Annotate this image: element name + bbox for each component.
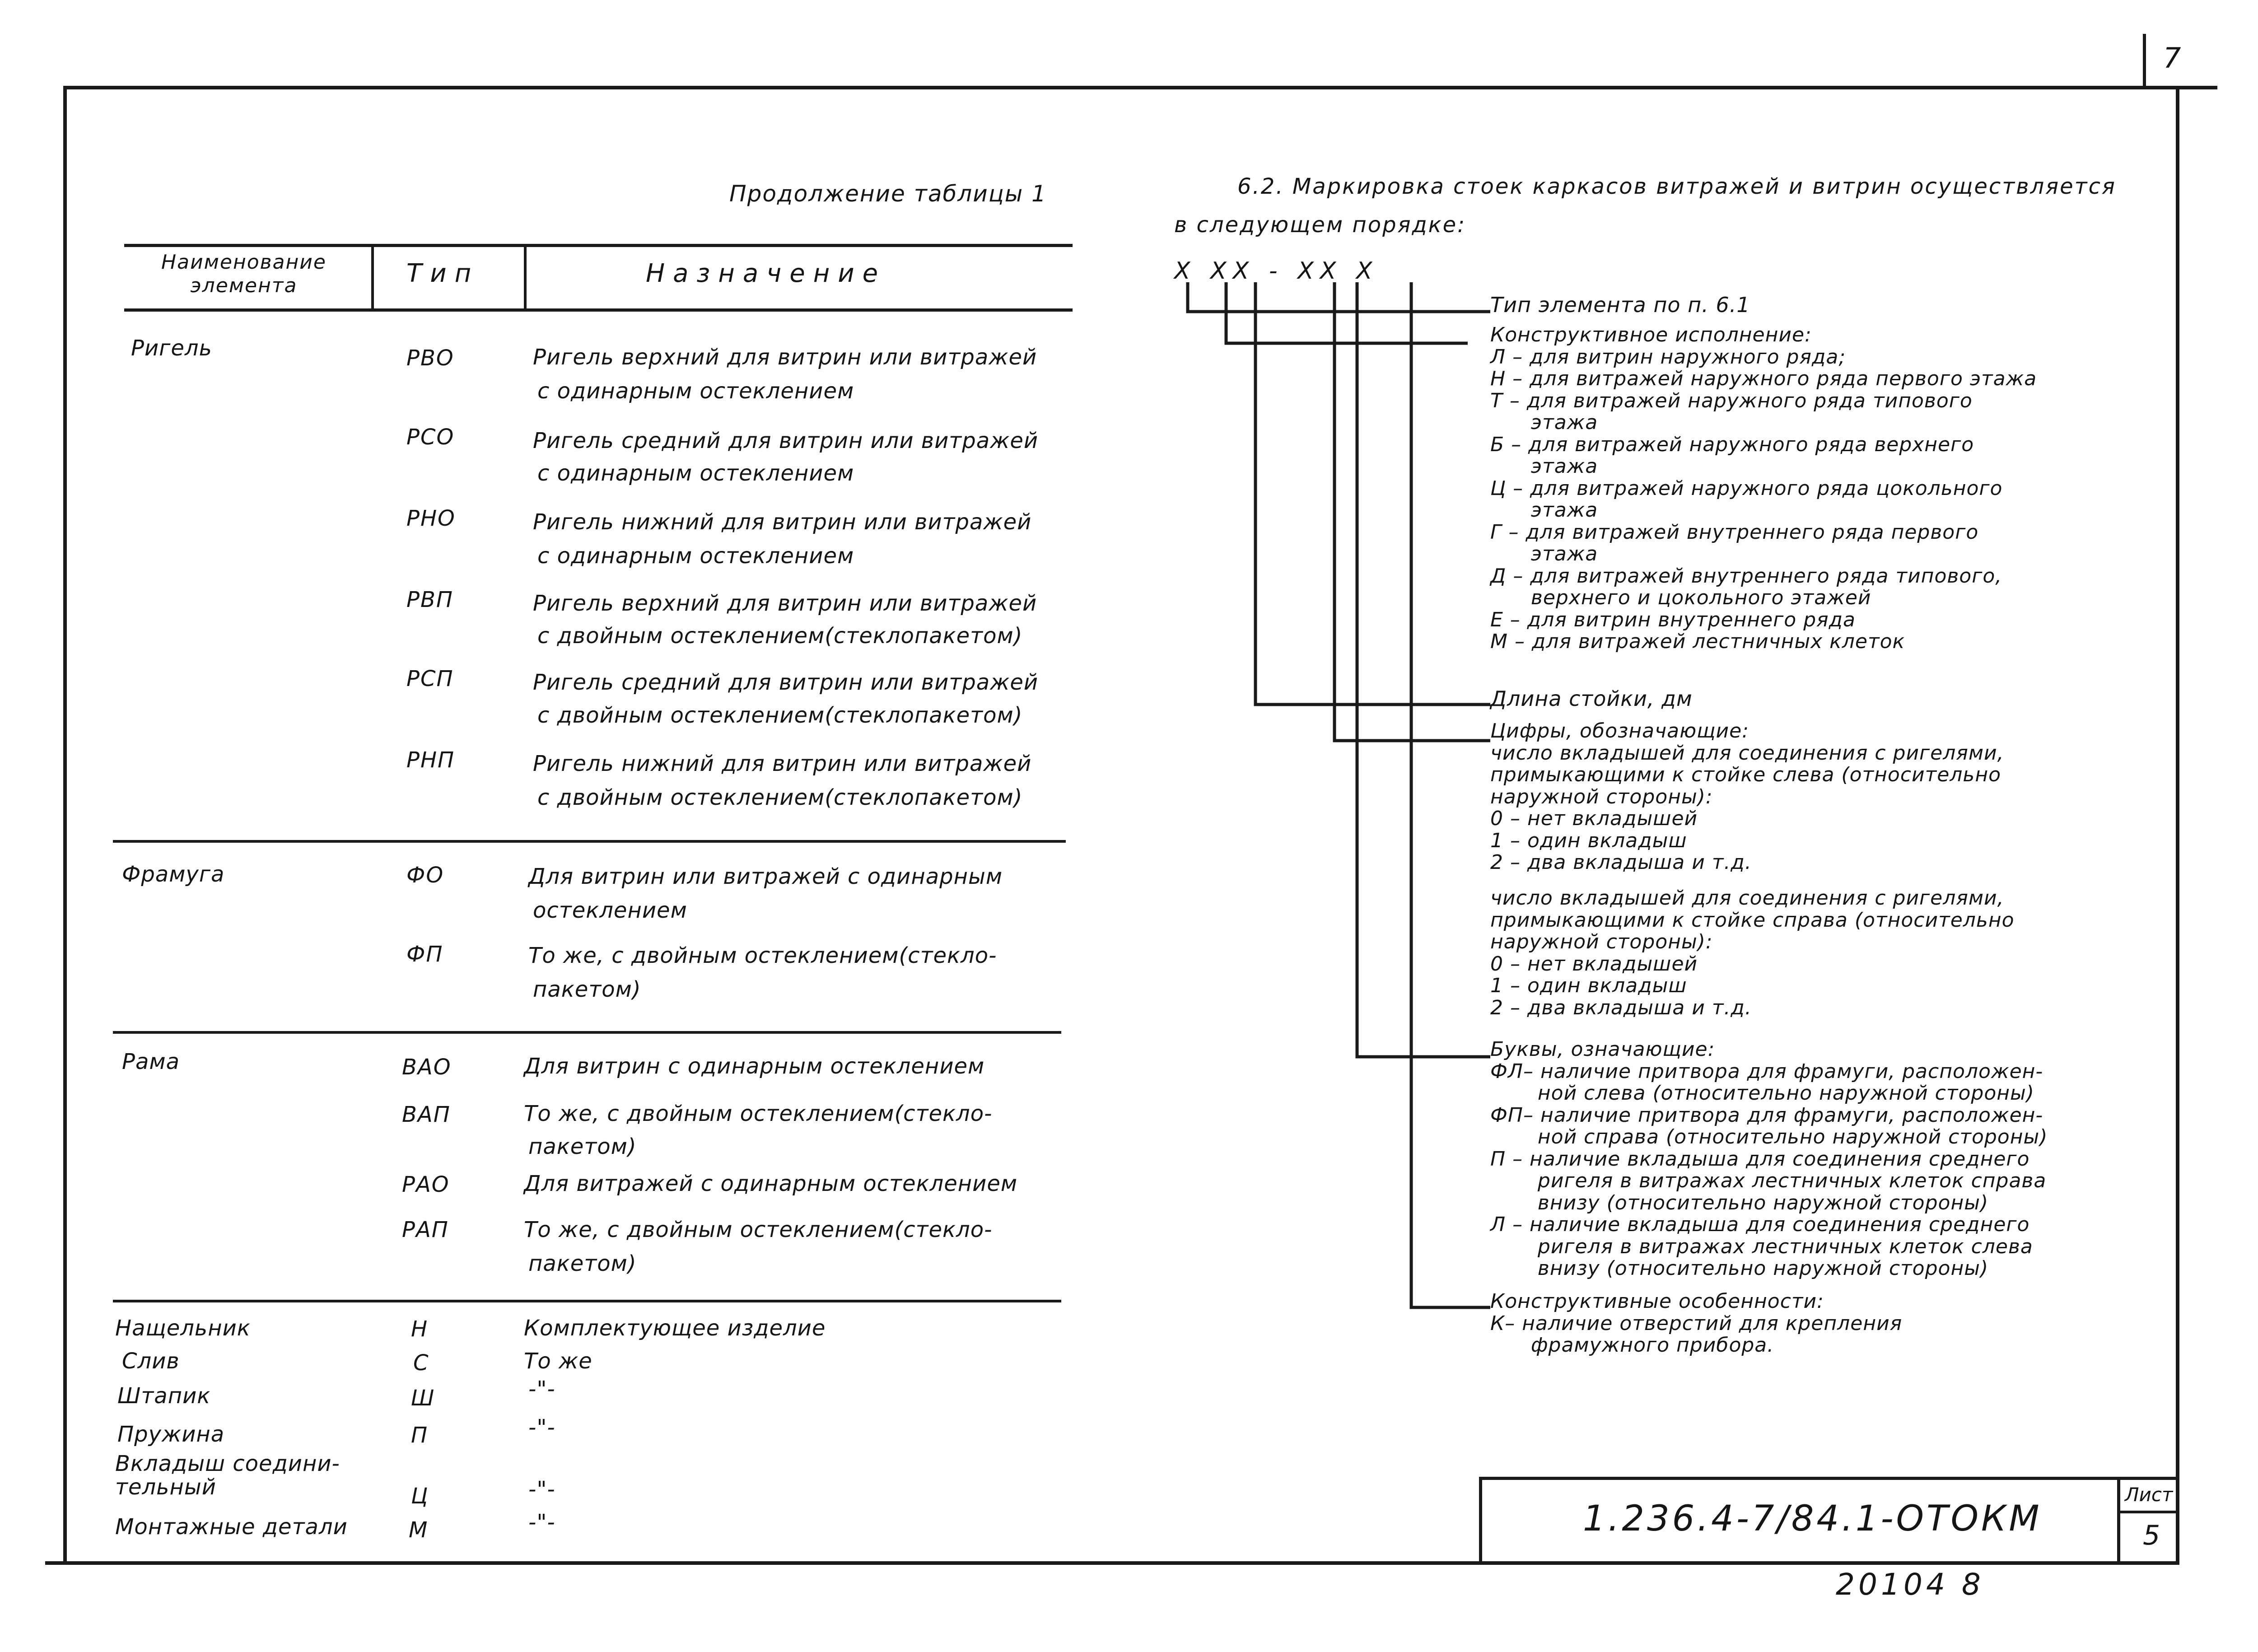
- section-line-2: в следующем порядке:: [1174, 212, 1466, 238]
- misc-type-5: М: [409, 1517, 429, 1543]
- bottom-frame-line: [45, 1561, 2179, 1565]
- misc-type-0: Н: [411, 1316, 429, 1342]
- misc-name-5: Монтажные детали: [115, 1514, 348, 1540]
- archive-number: 20104 8: [1836, 1567, 1984, 1602]
- type-rsp: РСП: [406, 666, 454, 691]
- section-line-1: 6.2. Маркировка стоек каркасов витражей и витрин осуществляется: [1237, 174, 2116, 199]
- type-rvp: РВП: [406, 587, 453, 612]
- group-separator-3: [113, 1300, 1061, 1302]
- header-divider-1: [371, 244, 374, 312]
- group-name-rama: Рама: [122, 1049, 180, 1074]
- stamp-left-line: [1479, 1477, 1482, 1563]
- type-rvo: РВО: [406, 345, 454, 371]
- page-number: 7: [2163, 42, 2181, 75]
- desc-rvp-2: с двойным остеклением(стеклопакетом): [537, 623, 1023, 649]
- type-rno: РНО: [406, 506, 456, 531]
- misc-name-2: Штапик: [117, 1383, 211, 1409]
- desc-rap-2: пакетом): [528, 1251, 637, 1276]
- scheme-item-digits-right: число вкладышей для соединения с ригелями, примыкающими к стойке справа (относительно наружной стороны): 0 – нет вкладышей 1 – один вкладыш 2 – два вкладыша и т.д.: [1490, 887, 2015, 1019]
- misc-desc-3: -"-: [528, 1415, 555, 1440]
- misc-type-1: С: [413, 1350, 429, 1376]
- group-separator-2: [113, 1031, 1061, 1034]
- desc-rvo-2: с одинарным остеклением: [537, 378, 854, 404]
- misc-type-3: П: [411, 1423, 429, 1448]
- page-number-tick: [2143, 34, 2146, 88]
- desc-rvo-1: Ригель верхний для витрин или витражей: [533, 345, 1037, 370]
- desc-fp-2: пакетом): [533, 977, 641, 1002]
- desc-rsp-2: с двойным остеклением(стеклопакетом): [537, 703, 1023, 728]
- misc-desc-2: -"-: [528, 1377, 555, 1402]
- misc-desc-4: -"-: [528, 1477, 555, 1502]
- desc-rnp-2: с двойным остеклением(стеклопакетом): [537, 785, 1023, 810]
- left-frame-line: [63, 86, 67, 1565]
- type-rnp: РНП: [406, 747, 455, 773]
- misc-type-2: Ш: [411, 1386, 435, 1411]
- desc-rso-2: с одинарным остеклением: [537, 461, 854, 486]
- misc-type-4: Ц: [411, 1484, 429, 1509]
- desc-fo-2: остеклением: [533, 898, 687, 923]
- group-name-framuga: Фрамуга: [122, 862, 225, 887]
- desc-rap-1: То же, с двойным остеклением(стекло-: [524, 1217, 993, 1242]
- type-rso: РСО: [406, 425, 455, 450]
- misc-name-0: Нащельник: [115, 1316, 251, 1341]
- scheme-item-type: Тип элемента по п. 6.1: [1490, 293, 1750, 317]
- desc-rso-1: Ригель средний для витрин или витражей: [533, 428, 1039, 453]
- sheet-label: Лист: [2125, 1484, 2173, 1506]
- header-divider-2: [524, 244, 527, 312]
- stamp-sheet-divider: [2117, 1477, 2120, 1563]
- table-header-bottom-line: [124, 308, 1073, 312]
- stamp-sheet-hline: [2117, 1511, 2178, 1513]
- misc-desc-5: -"-: [528, 1510, 555, 1535]
- table-caption: Продолжение таблицы 1: [729, 181, 1047, 207]
- type-vao: ВАО: [402, 1055, 452, 1080]
- misc-name-3: Пружина: [117, 1422, 225, 1447]
- type-fp: ФП: [406, 942, 443, 967]
- marking-connector-lines: [1174, 280, 1490, 1364]
- header-name: Наименование элемента: [161, 251, 327, 297]
- desc-rvp-1: Ригель верхний для витрин или витражей: [533, 591, 1037, 616]
- misc-desc-0: Комплектующее изделие: [524, 1316, 826, 1341]
- top-frame-line: [63, 86, 2217, 89]
- desc-vap-2: пакетом): [528, 1134, 637, 1159]
- misc-desc-1: То же: [524, 1349, 592, 1374]
- desc-rno-1: Ригель нижний для витрин или витражей: [533, 509, 1032, 535]
- scheme-item-construction: Конструктивное исполнение: Л – для витрин наружного ряда; Н – для витражей наружного ряда первого этажа Т – для витражей наружного ряда типового этажа Б – для витражей наружного ряда верхнего этажа Ц – для витражей наружного ряда цокольного этажа Г – для витражей внутреннего ряда первого этажа Д – для витражей внутреннего ряда типового, верхнего и цокольного этажей Е – для витрин внутреннего ряда М – для витражей лестничных клеток: [1490, 323, 2037, 653]
- stamp-top-line: [1479, 1477, 2179, 1480]
- type-rao: РАО: [402, 1172, 450, 1197]
- desc-vao-1: Для витрин с одинарным остеклением: [524, 1054, 985, 1079]
- group-name-rigel: Ригель: [131, 336, 212, 361]
- scheme-item-length: Длина стойки, дм: [1490, 686, 1693, 711]
- sheet-number: 5: [2143, 1520, 2160, 1551]
- desc-rnp-1: Ригель нижний для витрин или витражей: [533, 751, 1032, 776]
- table-header-top-line: [124, 244, 1073, 247]
- desc-rsp-1: Ригель средний для витрин или витражей: [533, 670, 1039, 695]
- group-separator-1: [113, 840, 1066, 843]
- desc-fo-1: Для витрин или витражей с одинарным: [528, 864, 1003, 889]
- header-purpose: Назначение: [646, 259, 886, 288]
- scheme-item-digits-left: Цифры, обозначающие: число вкладышей для соединения с ригелями, примыкающими к стойке слева (относительно наружной стороны): 0 – нет вкладышей 1 – один вкладыш 2 – два вкладыша и т.д.: [1490, 719, 2004, 874]
- header-type: Тип: [406, 259, 480, 288]
- marking-pattern: Х ХХ - ХХ Х: [1174, 257, 1379, 285]
- right-frame-line: [2176, 86, 2179, 1565]
- misc-name-4: Вкладыш соедини- тельный: [115, 1451, 340, 1500]
- desc-rno-2: с одинарным остеклением: [537, 543, 854, 569]
- type-vap: ВАП: [402, 1102, 451, 1127]
- scheme-item-features: Конструктивные особенности: К– наличие отверстий для крепления фрамужного прибора.: [1490, 1290, 1903, 1357]
- document-code: 1.236.4-7/84.1-ОТОКМ: [1583, 1498, 2042, 1539]
- type-fo: ФО: [406, 863, 444, 888]
- misc-name-1: Слив: [122, 1349, 180, 1374]
- scheme-item-letters: Буквы, означающие: ФЛ– наличие притвора для фрамуги, расположен- ной слева (относительно наружной стороны) ФП– наличие притвора для фрамуги, расположен- ной справа (относительно наружной стороны) П – наличие вкладыша для соединения среднего ригеля в витражах лестничных клеток справа внизу (относительно наружной стороны) Л – наличие вкладыша для соединения среднего ригеля в витражах лестничных клеток слева внизу (относительно наружной стороны): [1490, 1038, 2048, 1280]
- type-rap: РАП: [402, 1217, 449, 1242]
- desc-vap-1: То же, с двойным остеклением(стекло-: [524, 1101, 993, 1126]
- desc-rao-1: Для витражей с одинарным остеклением: [524, 1171, 1018, 1196]
- desc-fp-1: То же, с двойным остеклением(стекло-: [528, 943, 997, 968]
